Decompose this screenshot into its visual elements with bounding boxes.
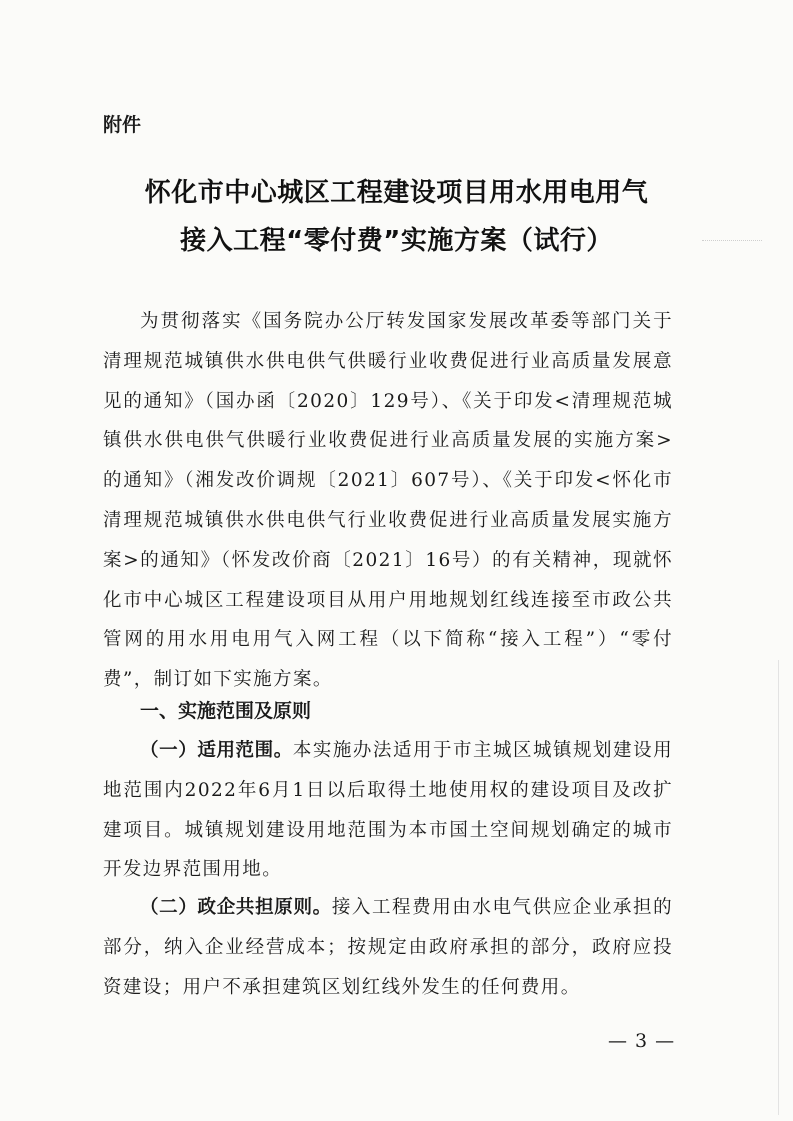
item-2-paragraph xyxy=(103,888,673,1007)
item-1-lead: （一）适用范围。 xyxy=(140,740,293,761)
item-2-lead: （二）政企共担原则。 xyxy=(140,897,332,918)
page-number: — 3 — xyxy=(608,1030,676,1052)
intro-paragraph: 为贯彻落实《国务院办公厅转发国家发展改革委等部门关于清理规范城镇供水供电供气供暖行业收费促进行业高质量发展意见的通知》（国办函〔2020〕129号）、《关于印发<清理规范城镇供水供电供气供暖行业收费促进行业高质量发展的实施方案>的通知》（湘发改价调规〔2021〕607号）、《关于印发<怀化市清理规范城镇供水供电供气行业收费促进行业高质量发展实施方案>的通知》（怀发改价商〔2021〕16号）的有关精神，现就怀化市中心城区工程建设项目从用户用地规划红线连接至市政公共管网的用水用电用气入网工程（以下简称“接入工程”）“零付费”，制订如下实施方案。 xyxy=(103,311,673,691)
section-heading-1: 一、实施范围及原则 xyxy=(140,700,312,722)
scan-mark xyxy=(702,240,762,242)
scan-edge-line xyxy=(778,660,779,1115)
item-1-paragraph xyxy=(103,731,673,890)
attachment-label: 附件 xyxy=(103,114,142,136)
document-title-line2: 接入工程“零付费”实施方案（试行） xyxy=(180,226,613,256)
document-title-line1: 怀化市中心城区工程建设项目用水用电用气 xyxy=(144,178,649,208)
item-2-text: 接入工程费用由水电气供应企业承担的部分，纳入企业经营成本；按规定由政府承担的部分，政府应投资建设；用户不承担建筑区划红线外发生的任何费用。 xyxy=(103,897,673,998)
item-1-text: 本实施办法适用于市主城区城镇规划建设用地范围内2022年6月1日以后取得土地使用权的建设项目及改扩建项目。城镇规划建设用地范围为本市国土空间规划确定的城市开发边界范围用地。 xyxy=(103,740,673,881)
